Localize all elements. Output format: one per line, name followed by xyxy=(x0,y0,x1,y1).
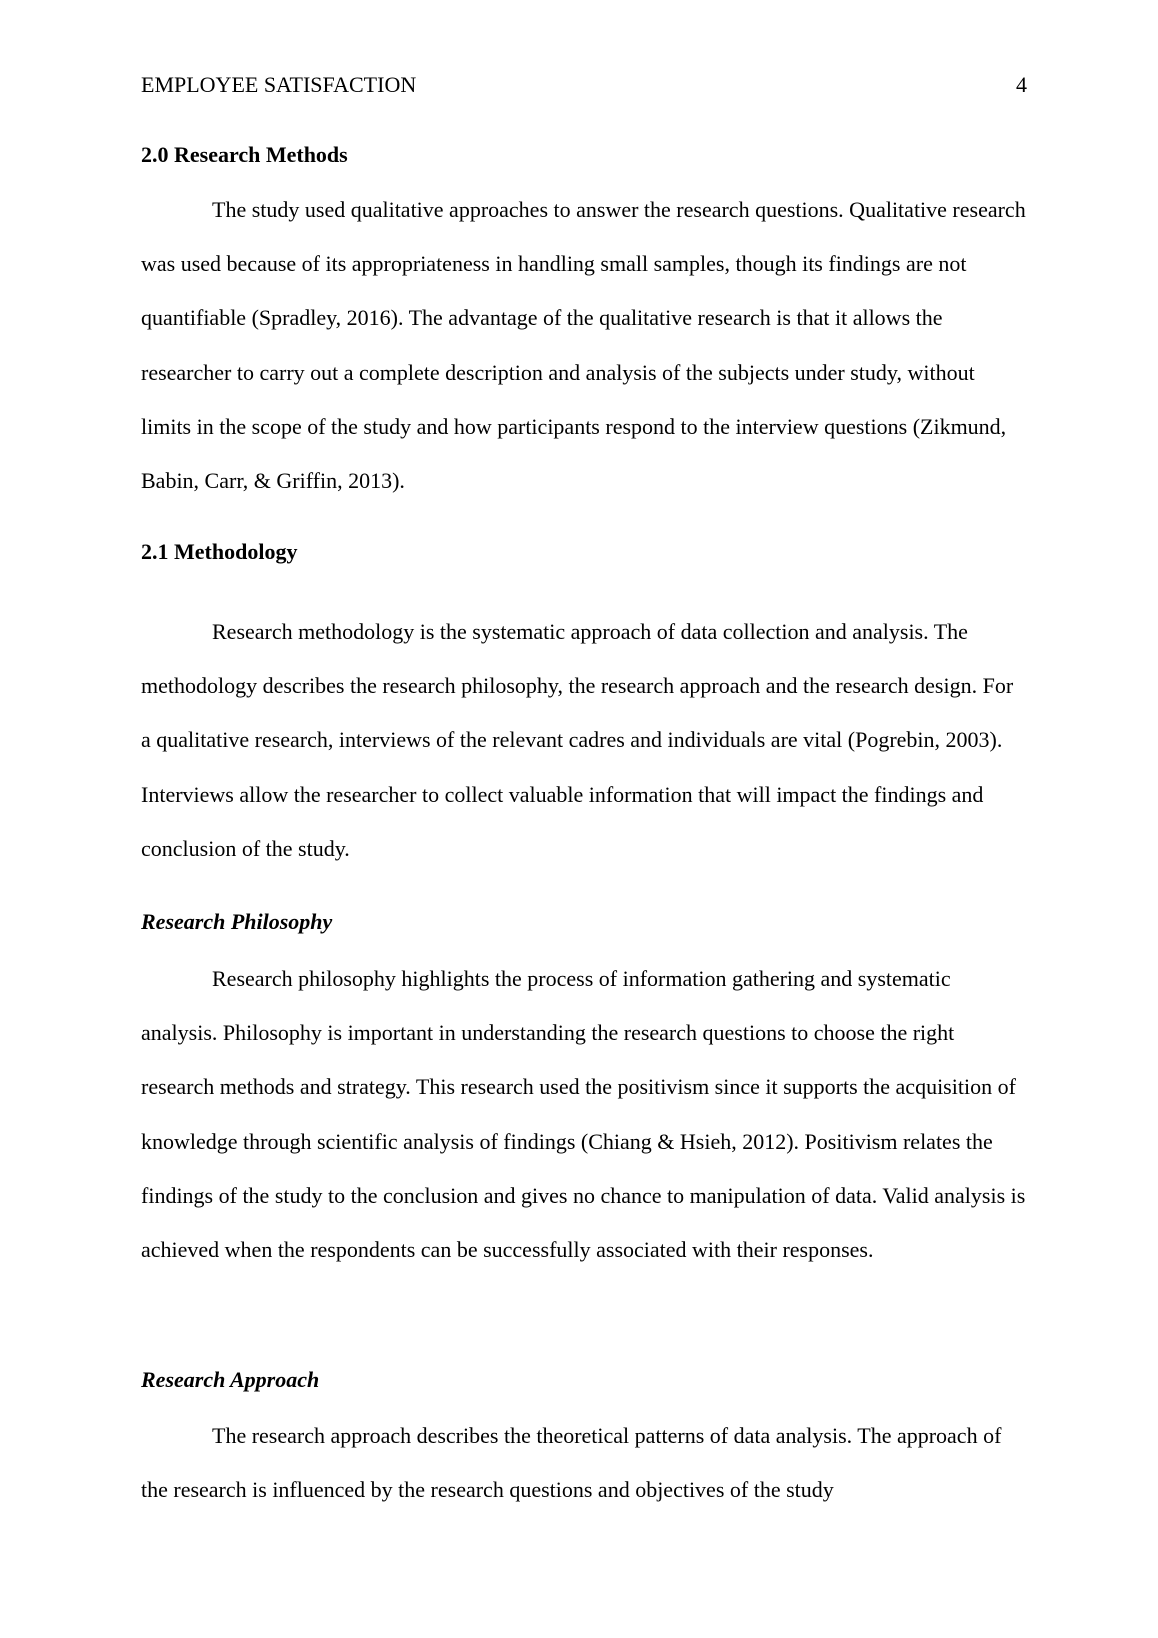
subsection-heading: Research Philosophy xyxy=(141,909,333,934)
section-research-methods-heading xyxy=(141,138,1027,172)
section-research-approach-heading xyxy=(141,1363,1027,1397)
paragraph: Research methodology is the systematic approach of data collection and analysis. The methodology describes the research philosophy, the research approach and the research design. For a qualitative research, interviews of the relevant cadres and individuals are vital (Pogrebin, 2003). Interviews allow the researcher to collect valuable information that will impact the findings and conclusion of the study. xyxy=(141,619,1014,861)
subsection-heading: Research Approach xyxy=(141,1367,320,1392)
paragraph: The research approach describes the theoretical patterns of data analysis. The approach of the research is influenced by the research questions and objectives of the study xyxy=(141,1423,1002,1503)
page-number: 4 xyxy=(1016,72,1027,97)
running-head: EMPLOYEE SATISFACTION xyxy=(141,72,417,97)
section-methodology-heading xyxy=(141,535,1027,569)
page-header xyxy=(141,68,1027,102)
section-research-approach-body xyxy=(141,1409,1027,1517)
paragraph: The study used qualitative approaches to answer the research questions. Qualitative research was used because of its appropriateness in handling small samples, though its findings are not quantifiable (Spradley, 2016). The advantage of the qualitative research is that it allows the researcher to carry out a complete description and analysis of the subjects under study, without limits in the scope of the study and how participants respond to the interview questions (Zikmund, Babin, Carr, & Griffin, 2013). xyxy=(141,197,1026,494)
section-research-philosophy-heading xyxy=(141,905,1027,939)
section-research-methods-body xyxy=(141,183,1027,508)
section-methodology-body xyxy=(141,605,1027,876)
section-heading: 2.1 Methodology xyxy=(141,539,298,564)
section-heading: 2.0 Research Methods xyxy=(141,142,348,167)
section-research-philosophy-body xyxy=(141,952,1027,1277)
paragraph: Research philosophy highlights the process of information gathering and systematic analysis. Philosophy is important in understanding the research questions to choose the right research methods and strategy. This research used the positivism since it supports the acquisition of knowledge through scientific analysis of findings (Chiang & Hsieh, 2012). Positivism relates the findings of the study to the conclusion and gives no chance to manipulation of data. Valid analysis is achieved when the respondents can be successfully associated with their responses. xyxy=(141,966,1026,1263)
